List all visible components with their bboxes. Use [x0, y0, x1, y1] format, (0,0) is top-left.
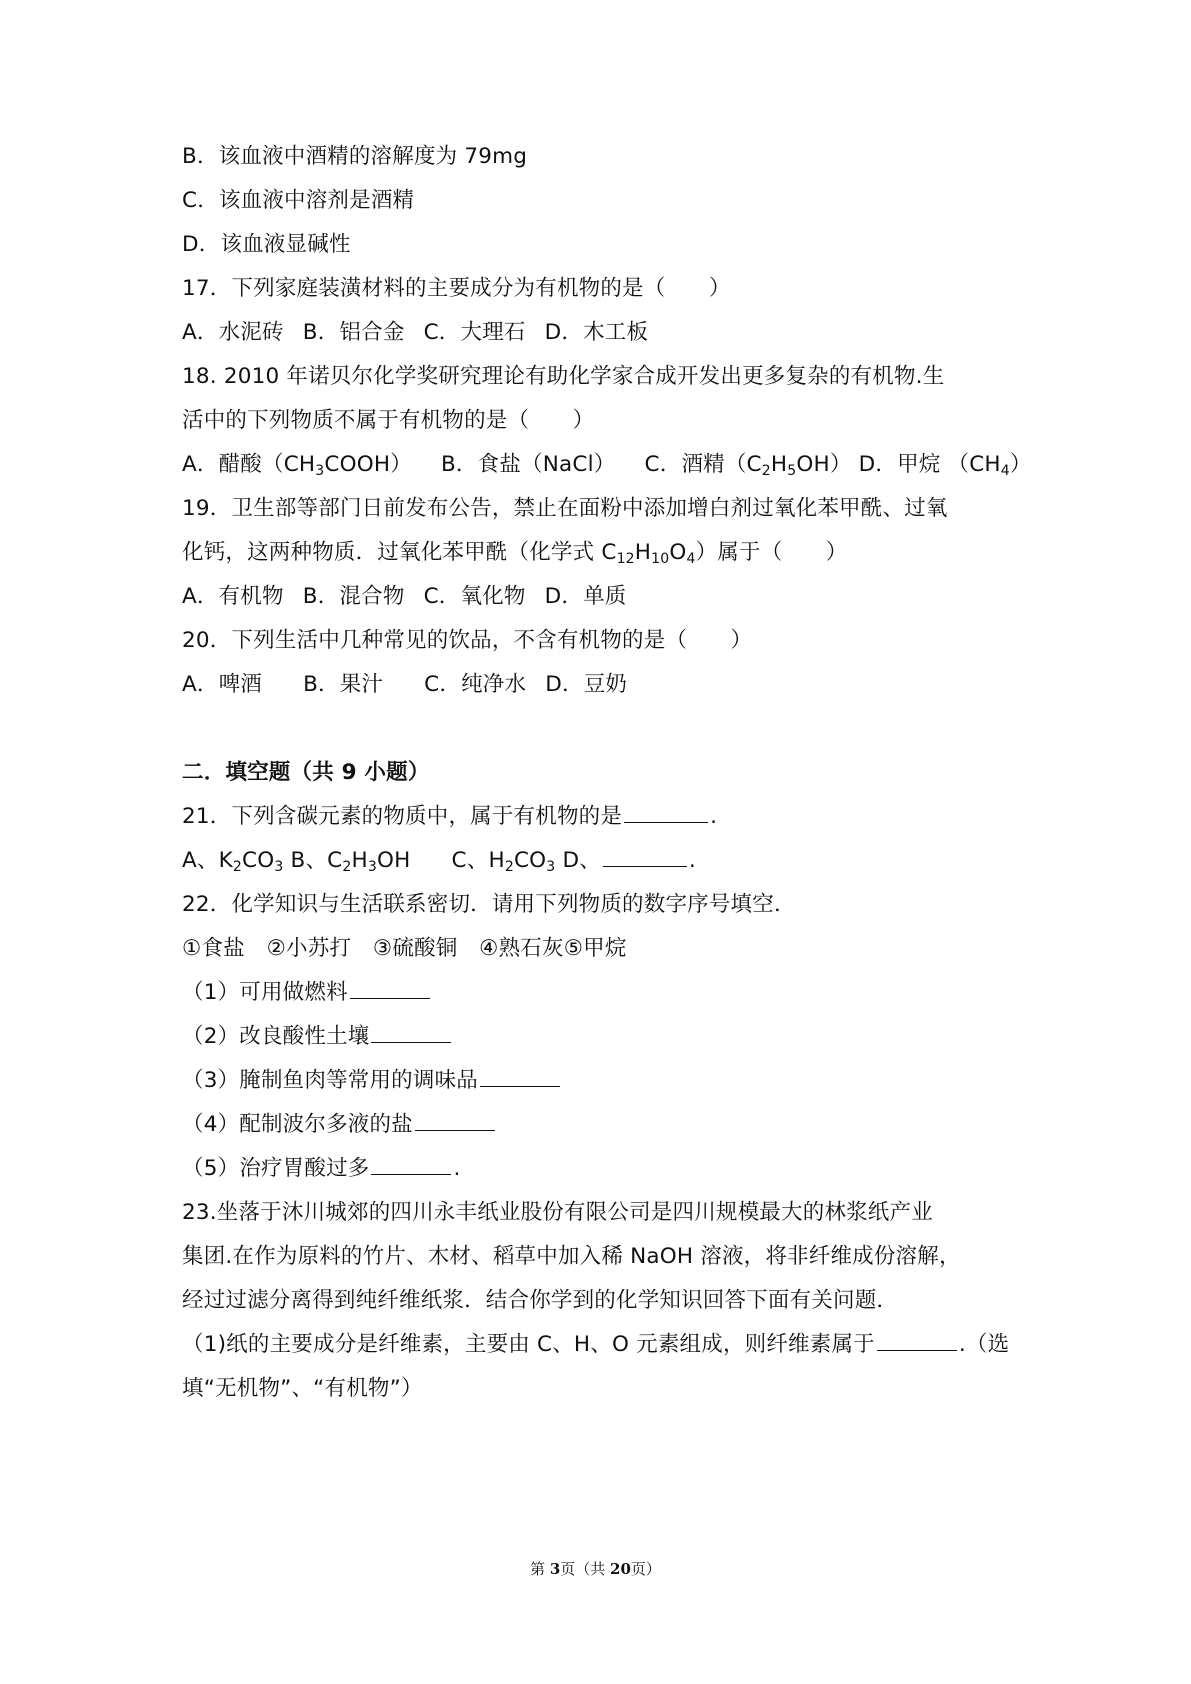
q18-stem-line1: 18. 2010 年诺贝尔化学奖研究理论有助化学家合成开发出更多复杂的有机物.生 — [182, 364, 945, 389]
q18-option-a: A．醋酸$(CH_3COOH)$ — [182, 452, 412, 479]
q19-option-c: C．氧化物 — [423, 584, 526, 609]
q18-option-b: B．食盐（NaCl） — [440, 452, 616, 477]
q19-option-d: D．单质 — [544, 584, 627, 609]
q21-option-b: B、$C_2H_3OH$ — [290, 848, 411, 875]
q22-stem: 22．化学知识与生活联系密切．请用下列物质的数字序号填空． — [182, 892, 796, 917]
q21-stem: 21．下列含碳元素的物质中，属于有机物的是 . — [182, 804, 718, 829]
q19-option-a: A．有机物 — [182, 584, 284, 609]
q23-part-1-line2: 填“无机物”、“有机物”） — [182, 1376, 423, 1401]
q20-option-a: A．啤酒 — [182, 672, 263, 697]
q23-stem-line1: 23.坐落于沐川城郊的四川永丰纸业股份有限公司是四川规模最大的林浆纸产业 — [182, 1200, 933, 1225]
q17-option-c: C．大理石 — [423, 320, 526, 345]
q23-part-1: （1)纸的主要成分是纤维素，主要由 C、H、O 元素组成，则纤维素属于 .（选 — [182, 1332, 1010, 1357]
q17-option-b: B．铝合金 — [302, 320, 405, 345]
q20-option-c: C．纯净水 — [424, 672, 527, 697]
q20-options — [182, 670, 627, 700]
q18-stem-line2: 活中的下列物质不属于有机物的是（ ） — [182, 408, 595, 433]
q23-stem-line3: 经过过滤分离得到纯纤维纸浆．结合你学到的化学知识回答下面有关问题． — [182, 1288, 899, 1313]
answer-blank[interactable] — [371, 1022, 451, 1043]
q22-part-1: （1）可用做燃料 — [182, 978, 432, 1008]
section-heading: 二．填空题（共 9 小题） — [182, 760, 430, 785]
q19-options — [182, 582, 627, 612]
q16-option-c: C．该血液中溶剂是酒精 — [182, 188, 415, 213]
q20-option-b: B．果汁 — [303, 672, 384, 697]
answer-blank[interactable] — [350, 978, 430, 999]
q18-option-d: D．甲烷 $(CH_4)$ — [858, 452, 1032, 479]
q17-option-a: A．水泥砖 — [182, 320, 284, 345]
q20-option-d: D．豆奶 — [545, 672, 628, 697]
q22-part-3: （3）腌制鱼肉等常用的调味品 — [182, 1066, 562, 1096]
q23-stem-line2: 集团.在作为原料的竹片、木材、稻草中加入稀 NaOH 溶液，将非纤维成份溶解， — [182, 1244, 961, 1269]
q22-materials: ①食盐 ②小苏打 ③硫酸铜 ④熟石灰⑤甲烷 — [182, 936, 627, 961]
q19-option-b: B．混合物 — [302, 584, 405, 609]
page-footer: 第 3页（共 20页） — [530, 1560, 661, 1578]
answer-blank[interactable] — [624, 802, 708, 823]
q16-option-d: D．该血液显碱性 — [182, 232, 351, 257]
q17-stem: 17．下列家庭装潢材料的主要成分为有机物的是（ ） — [182, 276, 731, 301]
answer-blank[interactable] — [603, 846, 687, 867]
q17-option-d: D．木工板 — [544, 320, 649, 345]
answer-blank[interactable] — [415, 1110, 495, 1131]
q19-stem-line1: 19．卫生部等部门日前发布公告，禁止在面粉中添加增白剂过氧化苯甲酰、过氧 — [182, 496, 948, 521]
q22-part-5: （5）治疗胃酸过多 . — [182, 1156, 461, 1181]
q18-option-c: C．酒精$(C_2H_5OH)$ — [644, 452, 852, 479]
q18-options — [182, 450, 1032, 480]
q22-part-4: （4）配制波尔多液的盐 — [182, 1110, 497, 1140]
q16-option-b: B．该血液中酒精的溶解度为 79mg — [182, 144, 528, 169]
q19-stem-line2: 化钙，这两种物质．过氧化苯甲酰（化学式 $C_{12}H_{10}O_4$）属于（ ） — [182, 540, 848, 567]
q21-option-a: A、$K_2CO_3$ — [182, 848, 284, 875]
answer-blank[interactable] — [877, 1330, 957, 1351]
q21-option-d: D、 . — [562, 848, 696, 873]
page-total: 20 — [610, 1560, 631, 1578]
page-number: 3 — [549, 1560, 561, 1578]
q20-stem: 20．下列生活中几种常见的饮品，不含有机物的是（ ） — [182, 628, 753, 653]
answer-blank[interactable] — [480, 1066, 560, 1087]
q21-options — [182, 846, 696, 876]
q17-options — [182, 318, 648, 348]
answer-blank[interactable] — [371, 1154, 451, 1175]
q22-part-2: （2）改良酸性土壤 — [182, 1022, 453, 1052]
q21-option-c: C、$H_2CO_3$ — [451, 848, 556, 875]
